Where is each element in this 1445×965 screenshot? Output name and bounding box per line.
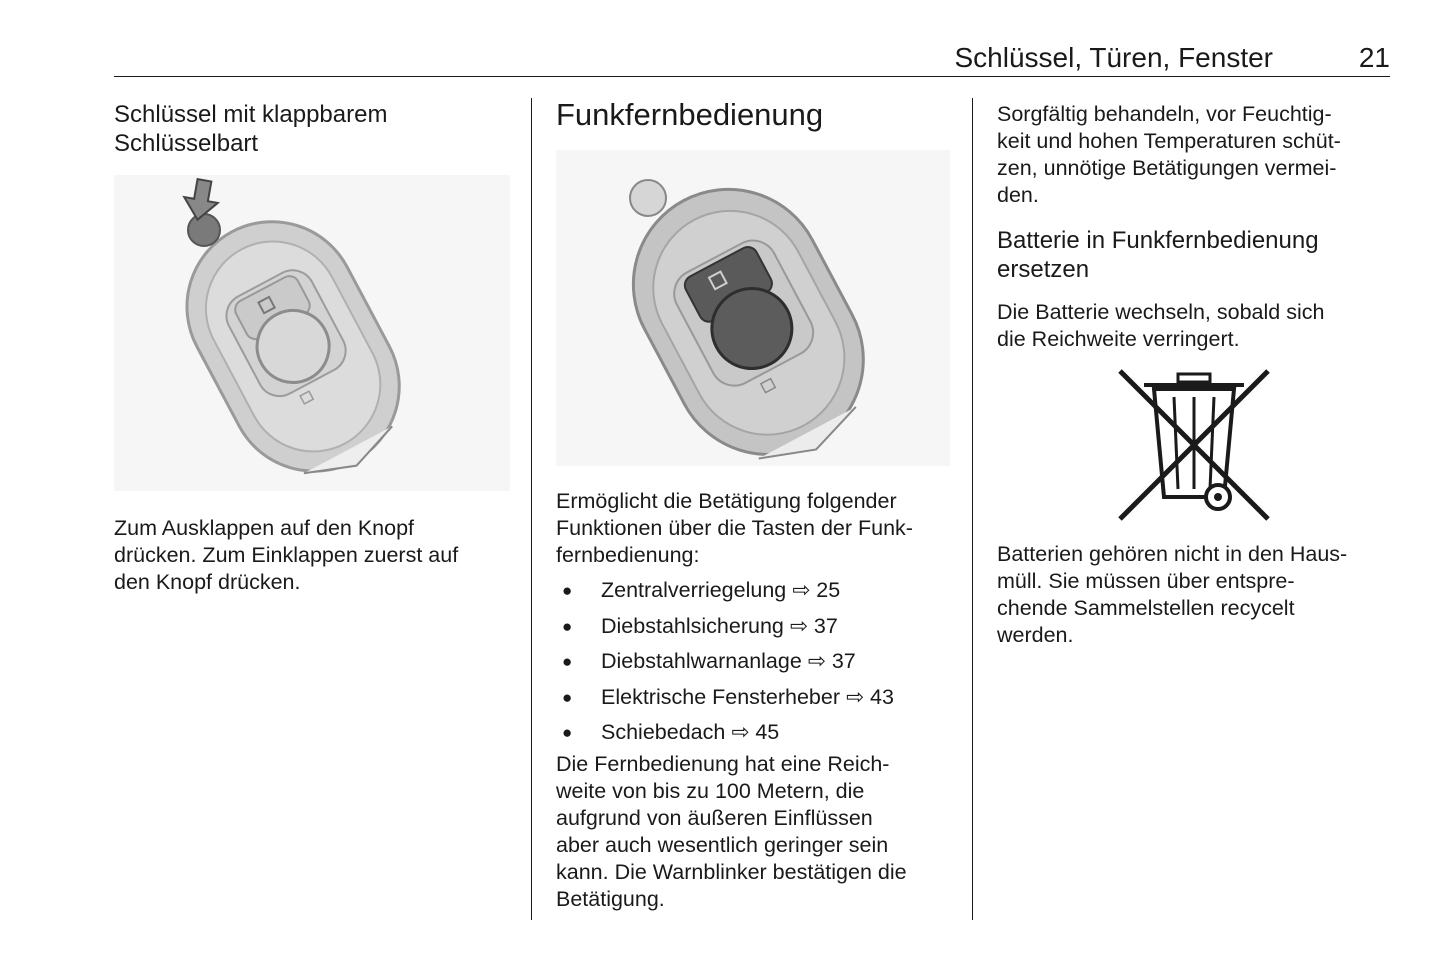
section-heading-folding-key: Schlüssel mit klappbarem Schlüsselbart (114, 101, 388, 157)
cross-reference-arrow-icon: ⇨ (792, 578, 811, 602)
list-item: ● Diebstahlsicherung ⇨ 37 (556, 613, 956, 640)
list-item: ● Elektrische Fensterheber ⇨ 43 (556, 684, 956, 711)
column-3 (997, 96, 1392, 649)
column-divider-1 (531, 98, 532, 920)
remote-control-illustration (556, 150, 950, 466)
column-2 (556, 96, 956, 913)
section-heading-battery: Batterie in Funkfernbedienung ersetzen (997, 227, 1319, 283)
disposal-text: Batterien gehören nicht in den Haus- müll. Sie müssen über entspre- chende Sammelstellen recycelt werden. (997, 542, 1348, 647)
remote-functions-list (556, 577, 956, 746)
cross-reference-arrow-icon: ⇨ (846, 684, 865, 709)
list-item: ● Diebstahlwarnanlage ⇨ 37 (556, 648, 956, 675)
list-item: ● Zentralverriegelung ⇨ 25 (556, 577, 956, 604)
column-1 (114, 96, 514, 596)
battery-replace-text: Die Batterie wechseln, sobald sich die Reichweite verringert. (997, 300, 1325, 351)
section-heading-remote: Funkfernbedienung (556, 97, 824, 132)
folding-key-instructions: Zum Ausklappen auf den Knopf drücken. Zum Einklappen zuerst auf den Knopf drücken. (114, 516, 459, 594)
page-number: 21 (1358, 42, 1390, 73)
list-item: ● Schiebedach ⇨ 45 (556, 719, 956, 746)
folding-key-illustration (114, 175, 510, 491)
cross-reference-arrow-icon: ⇨ (789, 613, 808, 638)
page-header-title: Schlüssel, Türen, Fenster (954, 42, 1273, 73)
cross-reference-arrow-icon: ⇨ (807, 649, 826, 673)
header-divider (114, 76, 1390, 77)
care-text: Sorgfältig behandeln, vor Feuchtig- keit und hohen Temperaturen schüt- zen, unnötige Betätigungen vermei- den. (997, 102, 1341, 207)
column-divider-2 (972, 98, 973, 920)
cross-reference-arrow-icon: ⇨ (731, 720, 750, 744)
remote-intro: Ermöglicht die Betätigung folgender Funktionen über die Tasten der Funk- fernbedienung: (556, 489, 913, 567)
crossed-out-bin-icon (1116, 369, 1272, 521)
remote-range-text: Die Fernbedienung hat eine Reich- weite von bis zu 100 Metern, die aufgrund von äußeren Einflüssen aber auch wesentlich geringer sein kann. Die Warnblinker bestätigen die Betätigung. (556, 751, 907, 911)
